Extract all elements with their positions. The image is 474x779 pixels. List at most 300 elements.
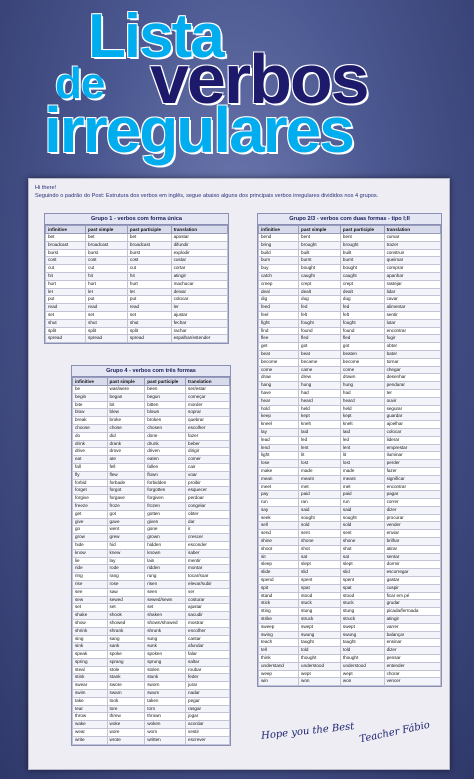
table-cell: ridden (145, 565, 186, 573)
table-row (73, 713, 230, 721)
table-cell: build (259, 249, 299, 257)
table-cell: give (73, 518, 108, 526)
table-cell: mostrar (186, 619, 230, 627)
table-cell: spoke (107, 651, 145, 659)
table-cell: swum (145, 690, 186, 698)
table-cell: be (73, 386, 108, 394)
table-cell: held (340, 405, 384, 413)
table-row (259, 444, 441, 452)
table-cell: dizer (384, 647, 440, 655)
table-cell: rose (107, 580, 145, 588)
table-cell: pegar (186, 697, 230, 705)
table-cell: keep (259, 413, 299, 421)
table-row (259, 335, 441, 343)
table-cell: acordar (186, 721, 230, 729)
table-row (73, 643, 230, 651)
table-cell: sent (340, 530, 384, 538)
table-cell: shot (299, 545, 341, 553)
table-cell: think (259, 655, 299, 663)
table-cell: slept (340, 561, 384, 569)
table-cell: sat (340, 553, 384, 561)
table-cell: split (46, 327, 86, 335)
table-cell: fugir (384, 335, 440, 343)
table-cell: drunk (145, 440, 186, 448)
table-cell: sentir (384, 311, 440, 319)
table-cell: varrer (384, 623, 440, 631)
table-cell: kept (340, 413, 384, 421)
table-cell: had (340, 389, 384, 397)
table-cell: struck (340, 616, 384, 624)
table-cell: shake (73, 612, 108, 620)
table-cell: gone (145, 526, 186, 534)
table-cell: froze (107, 502, 145, 510)
table-row (73, 736, 230, 744)
table-row (259, 577, 441, 585)
table-cell: read (46, 304, 86, 312)
table-row (73, 588, 230, 596)
table-cell: dealt (299, 288, 341, 296)
table-cell: taught (299, 639, 341, 647)
table-cell: swung (340, 631, 384, 639)
table-cell: spent (299, 577, 341, 585)
table-cell: laid (340, 428, 384, 436)
table-cell: elevar/subir (186, 580, 230, 588)
table-cell: thrown (145, 713, 186, 721)
table-row (46, 241, 228, 249)
table-cell: shone (299, 538, 341, 546)
table-row (259, 460, 441, 468)
table-row (259, 311, 441, 319)
table-cell: fly (73, 471, 108, 479)
table-cell: fall (73, 463, 108, 471)
table-row (259, 491, 441, 499)
table-cell: hang (259, 382, 299, 390)
table-cell: chosen (145, 424, 186, 432)
table-cell: pay (259, 491, 299, 499)
table-cell: said (299, 506, 341, 514)
table-cell: meant (340, 475, 384, 483)
table-row (259, 452, 441, 460)
table-cell: swam (107, 690, 145, 698)
table-cell: put (127, 296, 171, 304)
table-cell: began (107, 393, 145, 401)
group-2-3-table (257, 213, 442, 687)
table-cell: felt (340, 311, 384, 319)
table-cell: spent (340, 577, 384, 585)
table-cell: ajustar (171, 311, 227, 319)
table-cell: split (127, 327, 171, 335)
group-2-3-grid (258, 225, 441, 686)
table-cell: significar (384, 475, 440, 483)
table-cell: lutar (384, 319, 440, 327)
table-cell: obter (384, 343, 440, 351)
table-row (259, 623, 441, 631)
table-cell: fallen (145, 463, 186, 471)
table-row (259, 569, 441, 577)
table-cell: knelt (340, 421, 384, 429)
table-cell: shrink (73, 627, 108, 635)
table-cell: risen (145, 580, 186, 588)
table-cell: become (259, 358, 299, 366)
table-cell: hold (259, 405, 299, 413)
table-cell: let (46, 288, 86, 296)
table-cell: saw (107, 588, 145, 596)
table-cell: eaten (145, 456, 186, 464)
table-cell: found (340, 327, 384, 335)
table-row (259, 257, 441, 265)
table-cell: write (73, 736, 108, 744)
table-cell: sell (259, 522, 299, 530)
table-cell: rung (145, 573, 186, 581)
table-row (73, 502, 230, 510)
column-header: past simple (86, 226, 128, 234)
table-cell: paid (299, 491, 341, 499)
table-cell: cortar (171, 265, 227, 273)
table-cell: eat (73, 456, 108, 464)
table-cell: feder (186, 674, 230, 682)
table-cell: let (86, 288, 128, 296)
table-row (46, 319, 228, 327)
table-row (73, 479, 230, 487)
table-cell: blow (73, 409, 108, 417)
table-cell: made (340, 467, 384, 475)
table-cell: frozen (145, 502, 186, 510)
table-cell: apostar (171, 234, 227, 242)
table-cell: sought (299, 514, 341, 522)
table-cell: dealt (340, 288, 384, 296)
table-cell: dar (186, 518, 230, 526)
table-row (73, 409, 230, 417)
table-cell: deal (259, 288, 299, 296)
table-cell: tornar (384, 358, 440, 366)
table-cell: pensar (384, 655, 440, 663)
table-cell: grudar (384, 600, 440, 608)
table-cell: escorregar (384, 569, 440, 577)
table-cell: split (86, 327, 128, 335)
table-cell: paid (340, 491, 384, 499)
table-cell: hit (127, 272, 171, 280)
table-cell: ajoelhar (384, 421, 440, 429)
table-cell: ver (186, 588, 230, 596)
column-header: past simple (299, 226, 341, 234)
table-cell: lost (340, 460, 384, 468)
table-row (73, 565, 230, 573)
table-cell: woken (145, 721, 186, 729)
table-cell: ser/estar (186, 386, 230, 394)
table-row (73, 635, 230, 643)
table-cell: custar (171, 257, 227, 265)
group-1-table (44, 213, 229, 344)
table-cell: spoken (145, 651, 186, 659)
table-cell: strike (259, 616, 299, 624)
table-row (73, 534, 230, 542)
table-cell: forgive (73, 495, 108, 503)
table-cell: built (299, 249, 341, 257)
table-cell: swept (340, 623, 384, 631)
table-cell: forgiven (145, 495, 186, 503)
table-cell: desenhar (384, 374, 440, 382)
table-cell: beber (186, 440, 230, 448)
table-cell: beat (259, 350, 299, 358)
table-cell: taken (145, 697, 186, 705)
table-cell: hurt (46, 280, 86, 288)
table-cell: blown (145, 409, 186, 417)
table-cell: roubar (186, 666, 230, 674)
column-header: past participle (145, 378, 186, 386)
table-cell: dug (340, 296, 384, 304)
table-cell: broadcast (127, 241, 171, 249)
table-cell: lost (299, 460, 341, 468)
table-cell: iluminar (384, 452, 440, 460)
table-cell: fechar (171, 319, 227, 327)
table-cell: drove (107, 448, 145, 456)
table-cell: had (299, 389, 341, 397)
table-cell: forget (73, 487, 108, 495)
table-row (46, 249, 228, 257)
paper-sheet (28, 178, 450, 770)
table-cell: hide (73, 541, 108, 549)
table-row (259, 616, 441, 624)
table-cell: sprang (107, 658, 145, 666)
table-cell: heard (340, 397, 384, 405)
table-row (259, 662, 441, 670)
group-1-title: Grupo 1 - verbos com forma única (45, 214, 228, 225)
table-cell: been (145, 386, 186, 394)
table-row (259, 475, 441, 483)
table-row (259, 304, 441, 312)
table-cell: hurt (86, 280, 128, 288)
table-cell: pendurar (384, 382, 440, 390)
table-cell: begun (145, 393, 186, 401)
table-cell: shaken (145, 612, 186, 620)
table-row (46, 234, 228, 242)
table-cell: liderar (384, 436, 440, 444)
table-cell: fed (340, 304, 384, 312)
table-cell: forgotten (145, 487, 186, 495)
table-cell: forbid (73, 479, 108, 487)
table-cell: ring (73, 573, 108, 581)
table-cell: cut (127, 265, 171, 273)
table-cell: slept (299, 561, 341, 569)
table-row (73, 651, 230, 659)
table-cell: wake (73, 721, 108, 729)
table-cell: wear (73, 729, 108, 737)
table-cell: rasgar (186, 705, 230, 713)
table-cell: sprung (145, 658, 186, 666)
table-cell: spat (299, 584, 341, 592)
table-cell: lidar (384, 288, 440, 296)
table-cell: held (299, 405, 341, 413)
table-row (259, 553, 441, 561)
table-cell: wrote (107, 736, 145, 744)
table-cell: wept (340, 670, 384, 678)
table-cell: bring (259, 241, 299, 249)
table-row (259, 436, 441, 444)
table-cell: vender (384, 522, 440, 530)
table-row (46, 327, 228, 335)
table-row (259, 374, 441, 382)
table-cell: congelar (186, 502, 230, 510)
column-header: past simple (107, 378, 145, 386)
table-cell: saber (186, 549, 230, 557)
table-row (259, 389, 441, 397)
table-cell: sworn (145, 682, 186, 690)
table-row (73, 393, 230, 401)
table-cell: know (73, 549, 108, 557)
table-cell: met (340, 483, 384, 491)
table-cell: esconder (186, 541, 230, 549)
table-cell: broadcast (46, 241, 86, 249)
table-cell: got (340, 343, 384, 351)
table-cell: won (299, 678, 341, 686)
table-cell: obter (186, 510, 230, 518)
table-cell: grow (73, 534, 108, 542)
table-cell: got (299, 343, 341, 351)
table-cell: shut (46, 319, 86, 327)
table-cell: alimentar (384, 304, 440, 312)
table-cell: have (259, 389, 299, 397)
table-cell: fought (299, 319, 341, 327)
table-cell: voar (186, 471, 230, 479)
table-cell: lain (145, 557, 186, 565)
table-cell: was/were (107, 386, 145, 394)
table-header-row (46, 226, 228, 234)
table-cell: slid (340, 569, 384, 577)
group-1-body (46, 234, 228, 343)
table-row (73, 487, 230, 495)
column-header: translation (384, 226, 440, 234)
intro-greeting: Hi there! (35, 185, 57, 191)
table-row (259, 522, 441, 530)
group-4-grid (72, 377, 230, 745)
table-cell: threw (107, 713, 145, 721)
table-cell: perder (384, 460, 440, 468)
table-cell: sleep (259, 561, 299, 569)
table-cell: beat (299, 350, 341, 358)
table-cell: sunk (145, 643, 186, 651)
table-cell: esquecer (186, 487, 230, 495)
table-cell: cuspir (384, 584, 440, 592)
table-cell: spread (86, 335, 128, 343)
table-cell: hidden (145, 541, 186, 549)
table-cell: forbade (107, 479, 145, 487)
table-cell: throw (73, 713, 108, 721)
table-row (73, 448, 230, 456)
table-cell: weep (259, 670, 299, 678)
table-cell: ate (107, 456, 145, 464)
table-cell: ride (73, 565, 108, 573)
table-cell: set (145, 604, 186, 612)
table-row (259, 280, 441, 288)
table-cell: burnt (340, 257, 384, 265)
table-row (73, 612, 230, 620)
table-cell: slide (259, 569, 299, 577)
table-cell: feed (259, 304, 299, 312)
title-lista: Lista (88, 2, 223, 71)
table-cell: stank (107, 674, 145, 682)
table-cell: hung (340, 382, 384, 390)
table-cell: montar (186, 565, 230, 573)
table-row (46, 296, 228, 304)
table-cell: encontrar (384, 327, 440, 335)
table-cell: atirar (384, 545, 440, 553)
table-row (259, 405, 441, 413)
table-row (73, 424, 230, 432)
table-row (259, 343, 441, 351)
table-row (73, 721, 230, 729)
table-cell: tocar/soar (186, 573, 230, 581)
table-cell: forgave (107, 495, 145, 503)
table-cell: dig (259, 296, 299, 304)
table-row (73, 619, 230, 627)
table-cell: bet (46, 234, 86, 242)
table-cell: driven (145, 448, 186, 456)
table-cell: cost (46, 257, 86, 265)
table-row (73, 658, 230, 666)
table-row (73, 463, 230, 471)
table-cell: morder (186, 401, 230, 409)
table-cell: fazer (186, 432, 230, 440)
table-cell: burst (127, 249, 171, 257)
table-cell: encontrar (384, 483, 440, 491)
table-cell: wore (107, 729, 145, 737)
table-row (73, 526, 230, 534)
table-cell: sent (299, 530, 341, 538)
table-cell: gastar (384, 577, 440, 585)
table-row (259, 631, 441, 639)
table-cell: espalhar/estender (171, 335, 227, 343)
table-row (73, 666, 230, 674)
table-cell: break (73, 417, 108, 425)
table-cell: thought (340, 655, 384, 663)
table-cell: come (259, 366, 299, 374)
table-cell: rode (107, 565, 145, 573)
table-cell: torn (145, 705, 186, 713)
table-cell: tore (107, 705, 145, 713)
table-cell: lent (299, 444, 341, 452)
table-cell: dormir (384, 561, 440, 569)
table-cell: fled (299, 335, 341, 343)
table-cell: taught (340, 639, 384, 647)
table-cell: led (340, 436, 384, 444)
table-cell: tear (73, 705, 108, 713)
table-cell: go (73, 526, 108, 534)
table-cell: wept (299, 670, 341, 678)
table-cell: run (259, 499, 299, 507)
table-cell: lead (259, 436, 299, 444)
table-cell: knelt (299, 421, 341, 429)
table-row (259, 358, 441, 366)
title-block (0, 0, 474, 170)
table-cell: enviar (384, 530, 440, 538)
table-cell: set (86, 311, 128, 319)
table-cell: sweep (259, 623, 299, 631)
column-header: translation (171, 226, 227, 234)
table-cell: stood (299, 592, 341, 600)
table-cell: fled (340, 335, 384, 343)
table-cell: shut (86, 319, 128, 327)
table-cell: chose (107, 424, 145, 432)
table-cell: spat (340, 584, 384, 592)
table-cell: given (145, 518, 186, 526)
table-cell: blew (107, 409, 145, 417)
table-cell: jogar (186, 713, 230, 721)
column-header: infinitive (46, 226, 86, 234)
table-cell: atingir (171, 272, 227, 280)
table-cell: sold (299, 522, 341, 530)
table-row (259, 538, 441, 546)
table-cell: ir (186, 526, 230, 534)
